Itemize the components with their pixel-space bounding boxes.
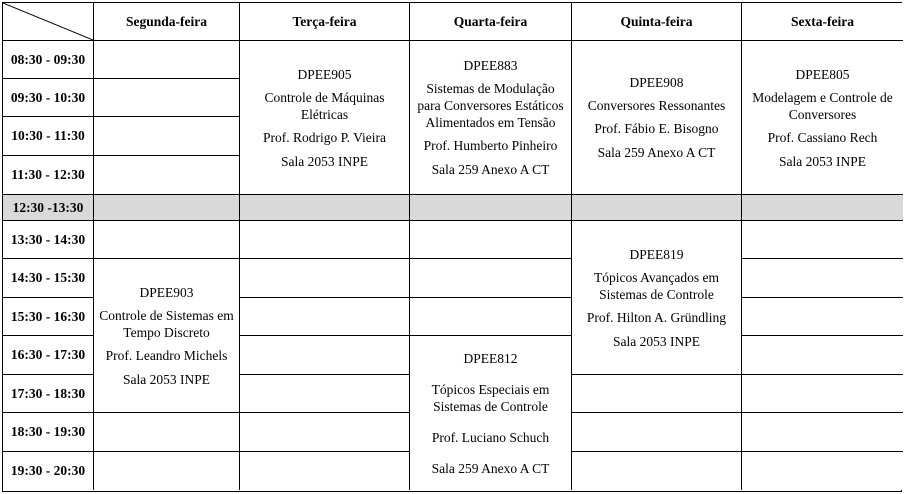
lunch-cell	[240, 195, 410, 221]
course-professor: Prof. Luciano Schuch	[431, 429, 550, 445]
time-slot: 08:30 - 09:30	[3, 41, 94, 79]
empty-cell	[410, 298, 572, 336]
empty-cell	[572, 452, 742, 490]
course-title: Controle de Sistemas em Tempo Discreto	[99, 307, 234, 340]
course-block-dpee812	[410, 336, 572, 490]
empty-cell	[240, 452, 410, 490]
empty-cell	[94, 117, 240, 156]
empty-cell	[240, 336, 410, 375]
course-title: Tópicos Avançados em Sistemas de Controle	[594, 269, 719, 302]
course-title: Modelagem e Controle de Conversores	[752, 89, 893, 122]
empty-cell	[240, 259, 410, 298]
day-header-thursday: Quinta-feira	[572, 3, 742, 41]
course-block-dpee905	[240, 41, 410, 195]
empty-cell	[240, 298, 410, 336]
course-professor: Prof. Leandro Michels	[105, 347, 228, 363]
time-slot: 13:30 - 14:30	[3, 221, 94, 259]
course-room: Sala 259 Anexo A CT	[431, 162, 550, 177]
empty-cell	[94, 221, 240, 259]
course-room: Sala 2053 INPE	[613, 333, 700, 349]
empty-cell	[572, 375, 742, 413]
empty-cell	[94, 79, 240, 117]
schedule-table	[2, 2, 902, 492]
course-code: DPEE883	[463, 58, 518, 73]
empty-cell	[240, 221, 410, 259]
course-code: DPEE805	[795, 66, 850, 82]
course-title: Sistemas de Modulação para Conversores Estáticos Alimentados em Tensão	[417, 81, 564, 130]
course-professor: Prof. Hilton A. Gründling	[586, 309, 727, 325]
course-block-dpee805	[742, 41, 903, 195]
diagonal-line	[3, 3, 93, 40]
course-block-dpee903	[94, 259, 240, 413]
lunch-cell	[572, 195, 742, 221]
empty-cell	[742, 221, 903, 259]
course-code: DPEE812	[463, 350, 518, 366]
course-room: Sala 259 Anexo A CT	[597, 145, 716, 160]
course-block-dpee819	[572, 221, 742, 375]
day-header-tuesday: Terça-feira	[240, 3, 410, 41]
time-slot: 09:30 - 10:30	[3, 79, 94, 117]
empty-cell	[94, 41, 240, 79]
day-header-wednesday: Quarta-feira	[410, 3, 572, 41]
time-slot: 17:30 - 18:30	[3, 375, 94, 413]
course-code: DPEE819	[629, 246, 684, 262]
empty-cell	[94, 413, 240, 452]
course-title: Tópicos Especiais em Sistemas de Controle	[431, 381, 550, 414]
time-slot: 10:30 - 11:30	[3, 117, 94, 156]
course-room: Sala 2053 INPE	[281, 153, 368, 169]
course-code: DPEE905	[297, 66, 352, 82]
empty-cell	[742, 336, 903, 375]
course-room: Sala 2053 INPE	[779, 153, 866, 169]
empty-cell	[94, 156, 240, 195]
empty-cell	[572, 413, 742, 452]
course-professor: Prof. Rodrigo P. Vieira	[262, 129, 387, 145]
course-code: DPEE903	[139, 284, 194, 300]
empty-cell	[742, 452, 903, 490]
course-room: Sala 2053 INPE	[123, 371, 210, 387]
corner-cell	[3, 3, 94, 41]
time-slot: 11:30 - 12:30	[3, 156, 94, 195]
empty-cell	[240, 413, 410, 452]
course-code: DPEE908	[629, 75, 684, 90]
course-professor: Prof. Cassiano Rech	[767, 129, 878, 145]
lunch-cell	[410, 195, 572, 221]
empty-cell	[94, 452, 240, 490]
empty-cell	[742, 298, 903, 336]
day-header-monday: Segunda-feira	[94, 3, 240, 41]
time-slot: 16:30 - 17:30	[3, 336, 94, 375]
time-slot: 19:30 - 20:30	[3, 452, 94, 490]
course-room: Sala 259 Anexo A CT	[431, 460, 550, 476]
time-slot: 18:30 - 19:30	[3, 413, 94, 452]
empty-cell	[742, 259, 903, 298]
course-professor: Prof. Humberto Pinheiro	[423, 138, 558, 153]
course-block-dpee908	[572, 41, 742, 195]
course-professor: Prof. Fábio E. Bisogno	[594, 121, 719, 136]
empty-cell	[410, 221, 572, 259]
time-slot: 15:30 - 16:30	[3, 298, 94, 336]
time-slot: 14:30 - 15:30	[3, 259, 94, 298]
lunch-cell	[742, 195, 903, 221]
day-header-friday: Sexta-feira	[742, 3, 903, 41]
course-title: Controle de Máquinas Elétricas	[264, 89, 385, 122]
empty-cell	[742, 375, 903, 413]
empty-cell	[410, 259, 572, 298]
empty-cell	[742, 413, 903, 452]
empty-cell	[240, 375, 410, 413]
course-title: Conversores Ressonantes	[587, 98, 726, 113]
course-block-dpee883	[410, 41, 572, 195]
time-slot-lunch: 12:30 -13:30	[3, 195, 94, 221]
lunch-cell	[94, 195, 240, 221]
